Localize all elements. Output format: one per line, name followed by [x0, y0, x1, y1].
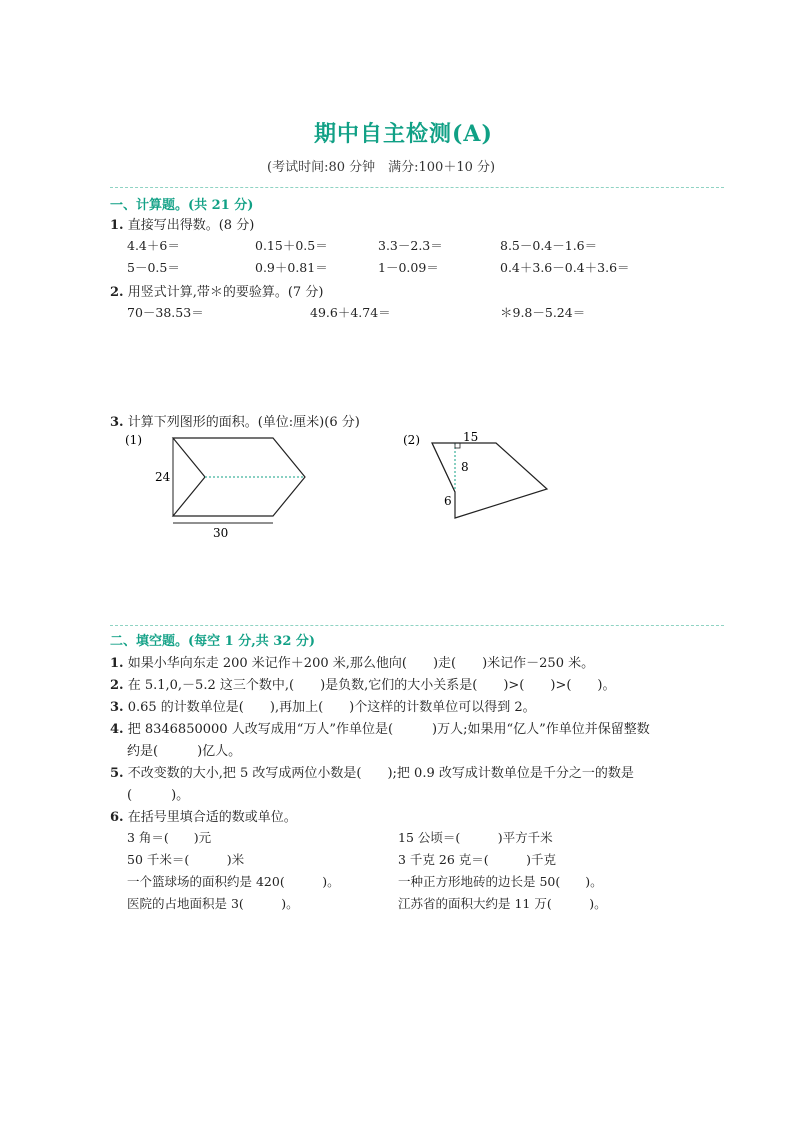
section2-divider: [110, 625, 724, 626]
calc-item: 1－0.09＝: [378, 260, 439, 275]
question-number: 5.: [110, 766, 124, 781]
question-2-6: [110, 806, 297, 825]
figure-2-right-angle: [455, 443, 460, 448]
question-2-4: [110, 718, 650, 737]
question-number: 2.: [110, 285, 124, 300]
page-title: 期中自主检测(A): [314, 121, 493, 147]
calc-item: 3.3－2.3＝: [378, 238, 443, 253]
question-text: 0.65 的计数单位是( ),再加上( )个这样的计数单位可以得到 2。: [127, 700, 536, 715]
question-text: 把 8346850000 人改写成用“万人”作单位是( )万人;如果用“亿人”作单位并保留整数: [127, 722, 650, 737]
fill-item: 15 公顷＝( )平方千米: [398, 830, 553, 845]
question-1-1: [110, 214, 254, 233]
section1-heading: 一、计算题。(共 21 分): [110, 198, 254, 213]
question-text: 在 5.1,0,－5.2 这三个数中,( )是负数,它们的大小关系是( )>( )>( )。: [127, 678, 616, 693]
fill-item: 医院的占地面积是 3( )。: [127, 896, 299, 911]
question-2-2: [110, 674, 616, 693]
fill-item: 3 角＝( )元: [127, 830, 212, 845]
question-number: 3.: [110, 415, 124, 430]
figure-2-trapezoid: [395, 428, 560, 523]
calc-item: 0.9＋0.81＝: [255, 260, 328, 275]
calc-item: 5－0.5＝: [127, 260, 180, 275]
calc-item: 0.15＋0.5＝: [255, 238, 328, 253]
question-number: 2.: [110, 678, 124, 693]
vertical-calc-item: ＊9.8－5.24＝: [500, 305, 586, 320]
question-2-3: [110, 696, 536, 715]
fill-item: 一种正方形地砖的边长是 50( )。: [398, 874, 603, 889]
question-text: 如果小华向东走 200 米记作＋200 米,那么他向( )走( )米记作－250 米。: [127, 656, 595, 671]
question-2-5-cont: ( )。: [127, 788, 190, 803]
fill-item: 一个篮球场的面积约是 420( )。: [127, 874, 340, 889]
question-number: 6.: [110, 810, 124, 825]
figure-1-width-label: 30: [213, 526, 229, 540]
question-number: 1.: [110, 656, 124, 671]
figure-1-hexagon: [115, 428, 325, 543]
figure-2-diagonal: [432, 443, 455, 492]
calc-item: 0.4＋3.6－0.4＋3.6＝: [500, 260, 630, 275]
question-text: 用竖式计算,带＊的要验算。(7 分): [127, 285, 324, 300]
section2-heading: 二、填空题。(每空 1 分,共 32 分): [110, 634, 316, 649]
figure-1-height-label: 24: [155, 470, 171, 484]
question-number: 4.: [110, 722, 124, 737]
question-text: 不改变数的大小,把 5 改写成两位小数是( );把 0.9 改写成计数单位是千分之一的数是: [127, 766, 634, 781]
question-1-2: [110, 281, 323, 300]
vertical-calc-item: 49.6＋4.74＝: [310, 305, 391, 320]
calc-item: 8.5－0.4－1.6＝: [500, 238, 598, 253]
question-text: 直接写出得数。(8 分): [127, 218, 255, 233]
question-2-4-cont: 约是( )亿人。: [127, 744, 242, 759]
vertical-calc-item: 70－38.53＝: [127, 305, 204, 320]
question-2-1: [110, 652, 594, 671]
question-text: 在括号里填合适的数或单位。: [127, 810, 297, 825]
question-number: 1.: [110, 218, 124, 233]
section1-divider: [110, 187, 724, 188]
figure-1-label: (1): [125, 433, 142, 447]
fill-item: 50 千米＝( )米: [127, 852, 245, 867]
figure-2-label: (2): [403, 433, 420, 447]
fill-item: 江苏省的面积大约是 11 万( )。: [398, 896, 607, 911]
exam-info: (考试时间:80 分钟 满分:100＋10 分): [267, 160, 496, 175]
calc-item: 4.4＋6＝: [127, 238, 180, 253]
figure-2-mid-label: 8: [461, 460, 469, 474]
question-2-5: [110, 762, 634, 781]
figure-2-side-label: 6: [444, 494, 452, 508]
question-number: 3.: [110, 700, 124, 715]
question-text: 计算下列图形的面积。(单位:厘米)(6 分): [127, 415, 360, 430]
figure-2-top-label: 15: [463, 430, 479, 444]
fill-item: 3 千克 26 克＝( )千克: [398, 852, 557, 867]
